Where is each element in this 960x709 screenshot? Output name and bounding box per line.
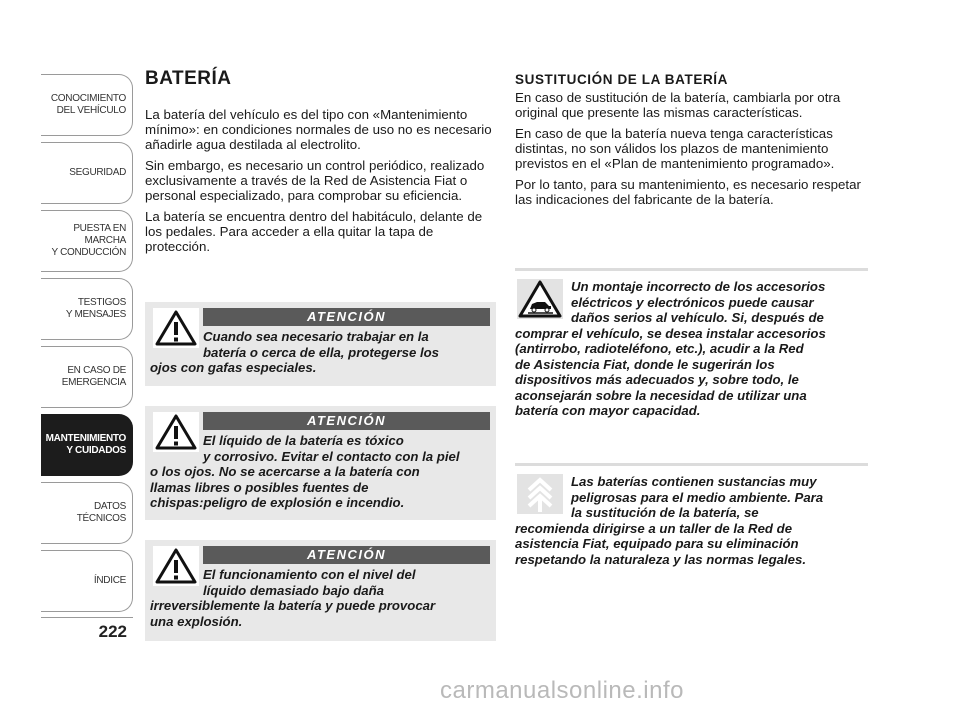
text-line: aconsejarán sobre la necesidad de utilizar una xyxy=(515,387,807,403)
text-line: dispositivos más adecuados y, sobre todo, le xyxy=(515,372,799,387)
tab-label: PUESTA EN MARCHA Y CONDUCCIÓN xyxy=(51,223,126,258)
tab-emergencia[interactable] xyxy=(41,346,133,408)
paragraph: La batería se encuentra dentro del habitáculo, delante de los pedales. Para acceder a ella quitar la tapa de protección. xyxy=(145,209,483,254)
text-line: y corrosivo. Evitar el contacto con la piel xyxy=(203,448,460,464)
text-line: comprar el vehículo, se desea instalar accesorios xyxy=(515,325,826,341)
paragraph: Por lo tanto, para su mantenimiento, es necesario respetar las indicaciones del fabricante de la batería. xyxy=(515,177,861,207)
tab-label: MANTENIMIENTO Y CUIDADOS xyxy=(45,433,126,456)
tab-label: CONOCIMIENTO DEL VEHÍCULO xyxy=(50,93,126,116)
attention-header: ATENCIÓN xyxy=(203,546,490,564)
tab-datos-tecnicos[interactable] xyxy=(41,482,133,544)
tab-label: DATOS TÉCNICOS xyxy=(76,501,126,524)
text-line: respetando la naturaleza y las normas legales. xyxy=(515,551,806,567)
tab-conocimiento[interactable] xyxy=(41,74,133,136)
text-line: irreversiblemente la batería y puede provocar xyxy=(150,598,436,613)
attention-box xyxy=(145,540,496,641)
text-line: (antirrobo, radioteléfono, etc.), acudir a la Red xyxy=(515,341,804,356)
attention-header: ATENCIÓN xyxy=(203,308,490,326)
tab-label: EN CASO DE EMERGENCIA xyxy=(61,365,126,388)
tab-label: ÍNDICE xyxy=(93,575,126,586)
paragraph: En caso de que la batería nueva tenga características distintas, no son válidos los plazos de mantenimiento previstos en el «Plan de mantenimiento programado». xyxy=(515,126,835,171)
text-line: Un montaje incorrecto de los accesorios xyxy=(571,279,826,294)
tab-testigos[interactable] xyxy=(41,278,133,340)
page-number: 222 xyxy=(98,622,127,641)
attention-box xyxy=(145,302,496,386)
text-line: llamas libres o posibles fuentes de xyxy=(150,479,369,495)
attention-text xyxy=(150,567,490,629)
text-line: la sustitución de la batería, se xyxy=(571,505,759,520)
tab-mantenimiento[interactable] xyxy=(41,414,133,476)
text-line: peligrosas para el medio ambiente. Para xyxy=(571,489,824,505)
tab-seguridad[interactable] xyxy=(41,142,133,204)
text-line: una explosión. xyxy=(150,613,243,629)
text-line: eléctricos y electrónicos puede causar xyxy=(571,294,814,310)
text-line: asistencia Fiat, equipado para su eliminación xyxy=(515,536,799,551)
text-line: recomienda dirigirse a un taller de la Red de xyxy=(515,520,793,536)
section-title: SUSTITUCIÓN DE LA BATERÍA xyxy=(515,72,728,87)
note-text xyxy=(515,279,868,419)
attention-text xyxy=(150,329,490,376)
text-line: líquido demasiado bajo daña xyxy=(203,582,384,598)
tab-indice[interactable] xyxy=(41,550,133,612)
text-line: daños serios al vehículo. Si, después de xyxy=(571,310,824,325)
sidebar-divider xyxy=(41,617,133,618)
attention-text xyxy=(150,433,490,511)
note-accessories xyxy=(515,268,868,431)
text-line: de Asistencia Fiat, donde le sugerirán los xyxy=(515,356,775,372)
text-line: ojos con gafas especiales. xyxy=(150,360,317,375)
text-line: Las baterías contienen sustancias muy xyxy=(571,474,817,489)
tab-puesta-en-marcha[interactable] xyxy=(41,210,133,272)
attention-header: ATENCIÓN xyxy=(203,412,490,430)
text-line: El líquido de la batería es tóxico xyxy=(203,433,404,448)
page-title: BATERÍA xyxy=(145,68,232,89)
note-text xyxy=(515,474,868,567)
right-body xyxy=(515,72,871,213)
paragraph: En caso de sustitución de la batería, cambiarla por otra original que presente las mismas características. xyxy=(515,90,841,120)
text-line: chispas:peligro de explosión e incendio. xyxy=(150,495,405,510)
text-line: o los ojos. No se acercarse a la batería con xyxy=(150,464,420,479)
text-line: batería o cerca de ella, protegerse los xyxy=(203,344,440,360)
watermark: carmanualsonline.info xyxy=(440,677,684,704)
paragraph: La batería del vehículo es del tipo con «Mantenimiento mínimo»: en condiciones normales de uso no es necesario añadirle agua destilada al electrolito. xyxy=(145,107,492,152)
text-line: El funcionamiento con el nivel del xyxy=(203,567,416,582)
text-line: Cuando sea necesario trabajar en la xyxy=(203,329,429,344)
left-body xyxy=(145,107,497,260)
tab-label: SEGURIDAD xyxy=(69,167,126,178)
attention-box xyxy=(145,406,496,520)
text-line: batería con mayor capacidad. xyxy=(515,403,701,418)
note-environment xyxy=(515,463,868,576)
paragraph: Sin embargo, es necesario un control periódico, realizado exclusivamente a través de la Red de Asistencia Fiat o personal especializado, para comprobar su eficiencia. xyxy=(145,158,485,203)
tab-label: TESTIGOS Y MENSAJES xyxy=(65,297,126,320)
